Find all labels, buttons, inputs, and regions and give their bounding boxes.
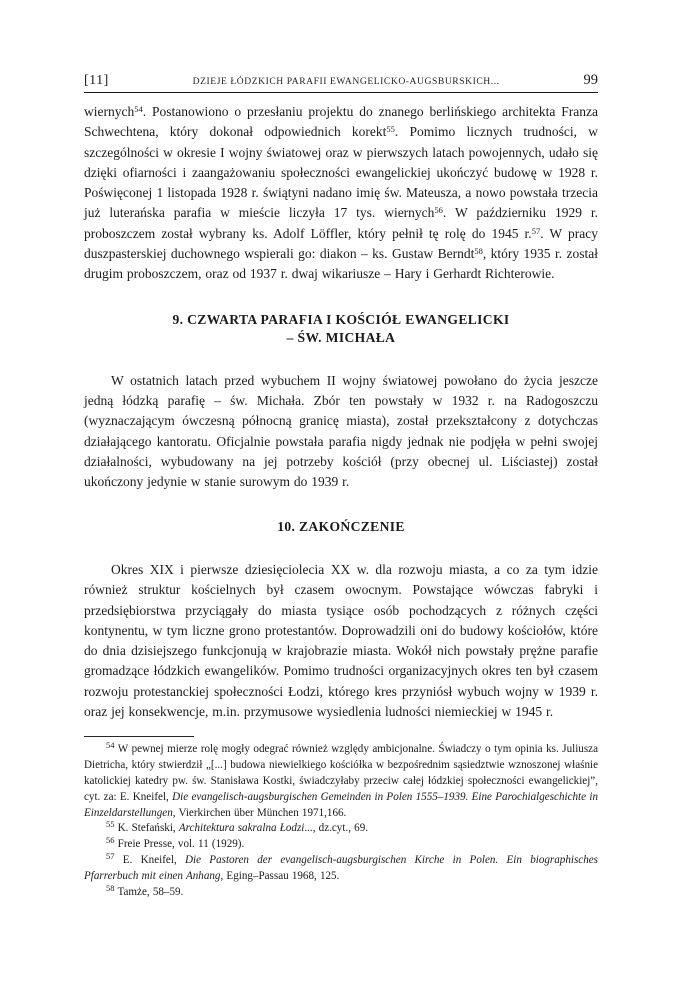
footnote-marker: 57 <box>106 850 115 861</box>
text-run: . Postanowiono o przesłaniu projektu do znanego berlińskiego architekta Franza Schwechtena, który dokonał odpowiednich korekt <box>84 104 598 140</box>
running-header <box>84 72 598 89</box>
footnote-separator-rule <box>84 736 194 737</box>
text-run: . W pracy duszpasterskiej duchownego wspierali go: diakon – ks. Gustaw Berndt <box>84 225 598 262</box>
footnote-marker: 56 <box>106 835 115 846</box>
footnote-marker: 54 <box>106 740 115 751</box>
footnote-56 <box>84 837 598 853</box>
footnote-ref-57: 57 <box>531 225 541 236</box>
page-marker: [11] <box>84 73 109 88</box>
footnote-57 <box>84 850 598 885</box>
footnote-text: , Eging–Passau 1968, 125. <box>220 869 340 882</box>
footnote-ref-58: 58 <box>474 246 483 257</box>
footnote-ref-56: 56 <box>434 205 443 216</box>
footnote-text: Freie Presse, vol. 11 (1929). <box>114 838 245 851</box>
text-run: . Pomimo licznych trudności, w szczególności w okresie I wojny światowej oraz w pierwszych latach powojennych, udało się dzięki ofiarności i zaangażowaniu społeczności ewangelickiej ukończyć budowę w 1928 r. Poświęconej 1 listopada 1928 r. świątyni nadano imię św. Mateusza, a nowo powstała trzecia już luterańska parafia w mieście liczyła 17 tys. wiernych <box>84 124 598 221</box>
footnote-text: K. Stefański, <box>114 822 179 835</box>
footnote-marker: 58 <box>106 882 115 893</box>
section-9-heading-line-1: 9. CZWARTA PARAFIA I KOŚCIÓŁ EWANGELICKI <box>172 311 510 327</box>
text-run: . W październiku 1929 r. proboszczem został wybrany ks. Adolf Löffler, który pełnił tę rolę do 1945 r. <box>84 205 598 241</box>
footnote-text: E. Kneifel, <box>114 853 185 866</box>
text-run: , który 1935 r. został drugim proboszczem, oraz od 1937 r. dwaj wikariusze – Hary i Gerhardt Richterowie. <box>84 246 598 282</box>
footnote-54 <box>84 742 598 821</box>
running-title: DZIEJE ŁÓDZKICH PARAFII EWANGELICKO-AUGSBURSKICH... <box>192 76 500 87</box>
section-10-paragraph: Okres XIX i pierwsze dziesięciolecia XX w. dla rozwoju miasta, a co za tym idzie również struktur kościelnych był czasem owocnym. Powstające wówczas fabryki i przedsiębiorstwa przyciągały do miasta tysiące osób pochodzących z różnych części kontynentu, w tym liczne grono protestantów. Doprowadzili oni do budowy kościołów, które do dnia dzisiejszego funkcjonują w krajobrazie miasta. Wokół nich powstały prężne parafie gromadzące łódzkich ewangelików. Pomimo trudności organizacyjnych okres ten był czasem rozwoju protestanckiej społeczności Łodzi, którego kres przyniósł wybuch wojny w 1939 r. oraz jej konsekwencje, m.in. przymusowe wysiedlenia ludności niemieckiej w 1945 r. <box>84 561 598 720</box>
footnote-55 <box>84 821 598 837</box>
footnote-title-italic: Architektura sakralna Łodzi <box>178 822 305 835</box>
footnote-title-italic: Die evangelisch-augsburgischen Gemeinden in Polen 1555–1939. Eine Parochialgeschichte in Einzeldarstellungen, <box>84 790 598 819</box>
footnote-text: Vierkirchen über München 1971,166. <box>175 806 347 819</box>
footnotes-block <box>84 742 598 900</box>
page-number: 99 <box>583 72 598 88</box>
footnote-title-italic: Die Pastoren der evangelisch-augsburgischen Kirche in Polen. Ein biographisches Pfarrerbuch mit einen Anhang <box>84 853 598 882</box>
section-9-heading <box>84 311 598 348</box>
section-9-heading-line-2: – ŚW. MICHAŁA <box>286 330 396 346</box>
footnote-text: W pewnej mierze rolę mogły odegrać również względy ambicjonalne. Świadczy o tym opinia ks. Juliusza Dietricha, który stwierdził „[...] budowa niewielkiego kościółka w bezpośrednim sąsiedztwie wznoszonej właśnie katolickiej katedry pw. św. Stanisława Kostki, świadczyłaby przeciw całej łódzkiej społeczności ewangelickiej”, cyt. za: E. Kneifel, <box>84 743 598 803</box>
text-run: wiernych <box>84 104 135 119</box>
footnote-text: ..., dz.cyt., 69. <box>304 822 369 835</box>
section-10-heading: 10. ZAKOŃCZENIE <box>277 519 405 535</box>
header-rule <box>84 92 598 93</box>
section-9-paragraph: W ostatnich latach przed wybuchem II wojny światowej powołano do życia jeszcze jedną łódzką parafię – św. Michała. Zbór ten powstały w 1932 r. na Radogoszczu (wyznaczającym ówczesną północną granicę miasta), został przekształcony z dotychczas działającego kantoratu. Oficjalnie powstała parafia nigdy jednak nie podjęła w pełni swojej działalności, wybudowany na jej potrzeby kościół (przy obecnej ul. Liściastej) został ukończony jedynie w stanie surowym do 1939 r. <box>84 372 598 490</box>
paragraph-continuation <box>84 102 598 285</box>
footnote-58 <box>84 882 598 901</box>
footnote-marker: 55 <box>106 819 115 830</box>
footnote-ref-54: 54 <box>134 104 143 114</box>
footnote-text: Tamże, 58–59. <box>114 885 184 898</box>
footnote-ref-55: 55 <box>386 124 395 135</box>
